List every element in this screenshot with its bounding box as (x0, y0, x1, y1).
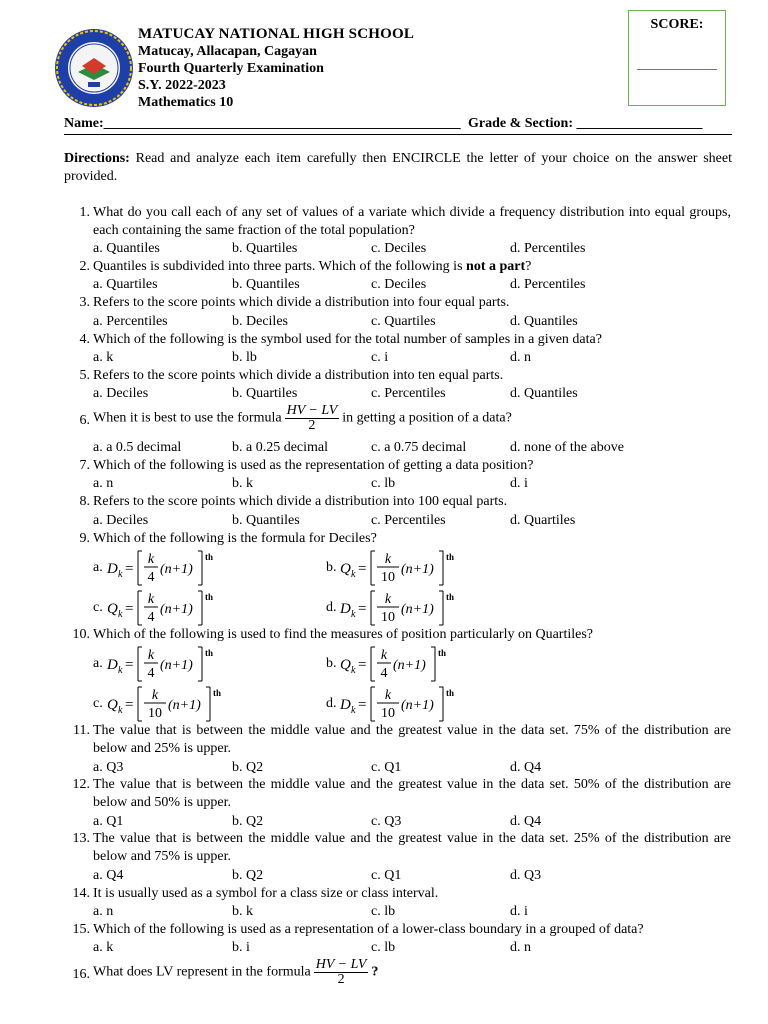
formula-fraction (314, 958, 369, 987)
choice-a[interactable]: a. Q1 (93, 814, 124, 829)
question-number: 15. (72, 922, 90, 937)
question-text-part: in getting a position of a data? (342, 410, 512, 426)
choices-8 (93, 512, 733, 530)
formula-paren: (n+1) (401, 602, 434, 617)
choice-d[interactable]: d. n (510, 350, 531, 365)
formula-paren: (n+1) (160, 658, 193, 673)
question-number: 6. (79, 413, 90, 428)
option-label: c. (93, 600, 103, 615)
formula-expression (105, 684, 235, 724)
question-number: 16. (72, 967, 90, 982)
question-text-part: Quantiles is subdivided into three parts. Which of the following is (93, 259, 467, 274)
choice-d[interactable]: d. Quartiles (510, 513, 576, 528)
question-number: 9. (79, 531, 90, 546)
fraction-denominator: 4 (147, 570, 155, 585)
question-16 (64, 958, 732, 994)
formula-subscript: k (118, 705, 123, 716)
choice-b[interactable]: b. Q2 (232, 814, 264, 829)
fraction-denominator: 10 (381, 610, 395, 625)
question-number: 14. (72, 886, 90, 901)
question-text: Which of the following is used as the representation of getting a data position? (93, 458, 534, 473)
choice-d[interactable]: d. Quantiles (510, 314, 578, 329)
question-text: The value that is between the middle value and the greatest value in the data set. 25% of the distribution are below and 75% is upper. (93, 831, 731, 864)
question-text (93, 958, 731, 987)
fraction-numerator: k (147, 552, 155, 567)
question-number: 3. (79, 295, 90, 310)
score-label: SCORE: (650, 17, 704, 32)
question-text-part: What does LV represent in the formula (93, 964, 311, 980)
choice-a[interactable]: a. Q4 (93, 868, 124, 883)
question-text (93, 404, 731, 433)
formula-subscript: k (118, 569, 123, 580)
choices-15 (93, 939, 733, 957)
question-number: 4. (79, 332, 90, 347)
question-text: Which of the following is used as a representation of a lower-class boundary in a grouped of data? (93, 922, 644, 937)
option-label: b. (326, 656, 337, 671)
question-text: Which of the following is the formula for Deciles? (93, 531, 377, 546)
question-text-bold: not a part (466, 259, 526, 274)
exam-header (52, 10, 732, 118)
choice-c[interactable]: c. Deciles (371, 241, 427, 256)
formula-subscript: k (351, 705, 356, 716)
question-2 (64, 258, 732, 276)
fraction-denominator: 10 (381, 706, 395, 721)
fraction-denominator: 10 (381, 570, 395, 585)
choice-c[interactable]: c. Q1 (371, 760, 402, 775)
name-field[interactable]: Name:___________________________________________________ (64, 116, 461, 131)
choice-b[interactable]: b. k (232, 904, 253, 919)
question-14 (64, 885, 732, 903)
formula-equals: = (358, 561, 367, 577)
formula-paren: (n+1) (168, 698, 201, 713)
formula-paren: (n+1) (160, 562, 193, 577)
question-number: 10. (72, 627, 90, 642)
choice-b[interactable]: b. Quantiles (232, 513, 300, 528)
formula-superscript: th (446, 688, 455, 698)
choice-a[interactable]: a. Quantiles (93, 241, 160, 256)
question-text: Refers to the score points which divide a distribution into 100 equal parts. (93, 494, 508, 509)
choice-d[interactable]: d. i (510, 904, 528, 919)
option-label: d. (326, 696, 337, 711)
formula-paren: (n+1) (401, 562, 434, 577)
formula-equals: = (125, 657, 134, 673)
fraction-numerator: k (384, 592, 392, 607)
directions-text: Read and analyze each item carefully then ENCIRCLE the letter of your choice on the answer sheet provided. (64, 151, 732, 184)
directions-label: Directions: (64, 151, 130, 166)
question-5 (64, 367, 732, 385)
choice-c[interactable]: c. Q3 (371, 814, 402, 829)
choice-c[interactable]: c. Percentiles (371, 386, 446, 401)
formula-equals: = (358, 697, 367, 713)
choice-d[interactable]: d. Quantiles (510, 386, 578, 401)
choice-b[interactable]: b. Quartiles (232, 241, 298, 256)
choice-d[interactable]: d. Percentiles (510, 277, 586, 292)
school-name: MATUCAY NATIONAL HIGH SCHOOL (138, 26, 415, 42)
choice-c[interactable]: c. lb (371, 904, 396, 919)
choice-a[interactable]: a. a 0.5 decimal (93, 440, 182, 455)
formula-superscript: th (205, 552, 214, 562)
choice-a[interactable]: a. n (93, 904, 114, 919)
formula-symbol: D (107, 657, 118, 673)
fraction-numerator: k (380, 648, 388, 663)
question-number: 13. (72, 831, 90, 846)
option-label: b. (326, 560, 337, 575)
fraction-denominator: 4 (380, 666, 388, 681)
formula-equals: = (125, 561, 134, 577)
formula-equals: = (125, 697, 134, 713)
question-text: The value that is between the middle value and the greatest value in the data set. 50% of the distribution are below and 50% is upper. (93, 777, 731, 810)
choices-5 (93, 385, 733, 403)
fraction-denominator: 4 (147, 666, 155, 681)
question-text: Which of the following is used to find the measures of position particularly on Quartiles? (93, 627, 593, 642)
formula-expression (105, 548, 229, 588)
question-text: Which of the following is the symbol used for the total number of samples in a given data? (93, 332, 602, 347)
question-11 (64, 722, 732, 758)
choices-6 (93, 439, 733, 457)
formula-equals: = (358, 601, 367, 617)
fraction-numerator: k (147, 648, 155, 663)
question-7 (64, 457, 732, 475)
choices-12 (93, 813, 733, 831)
formula-paren: (n+1) (393, 658, 426, 673)
choice-c[interactable]: c. Percentiles (371, 513, 446, 528)
question-9 (64, 530, 732, 548)
question-4 (64, 331, 732, 349)
question-number: 11. (73, 723, 90, 738)
option-label: c. (93, 696, 103, 711)
formula-expression (105, 644, 229, 684)
question-text: It is usually used as a symbol for a class size or class interval. (93, 886, 439, 901)
formula-symbol: Q (340, 657, 351, 673)
choice-b[interactable]: b. i (232, 940, 250, 955)
directions (64, 150, 732, 186)
question-text-part: When it is best to use the formula (93, 410, 282, 426)
header-divider (64, 134, 732, 135)
question-text: Refers to the score points which divide a distribution into ten equal parts. (93, 368, 504, 383)
fraction-denominator: 4 (147, 610, 155, 625)
formula-subscript: k (351, 609, 356, 620)
exam-title: Fourth Quarterly Examination (138, 61, 324, 76)
question-number: 1. (79, 205, 90, 220)
choice-d[interactable]: d. Percentiles (510, 241, 586, 256)
choice-c[interactable]: c. Deciles (371, 277, 427, 292)
formula-symbol: D (340, 697, 351, 713)
choice-b[interactable]: b. Q2 (232, 760, 264, 775)
choices-1 (93, 240, 733, 258)
choice-b[interactable]: b. Quartiles (232, 386, 298, 401)
question-number: 12. (72, 777, 90, 792)
formula-subscript: k (118, 665, 123, 676)
formula-fraction (285, 404, 340, 433)
question-15 (64, 921, 732, 939)
choice-a[interactable]: a. k (93, 940, 114, 955)
choice-a[interactable]: a. Q3 (93, 760, 124, 775)
formula-symbol: D (340, 601, 351, 617)
question-text-part: ? (525, 259, 532, 274)
option-label: a. (93, 560, 103, 575)
choice-c[interactable]: c. a 0.75 decimal (371, 440, 467, 455)
fraction-numerator: k (151, 688, 159, 703)
choice-a[interactable]: a. Percentiles (93, 314, 168, 329)
choices-14 (93, 903, 733, 921)
choices-2 (93, 276, 733, 294)
question-text-part: ? (371, 964, 379, 980)
choice-c[interactable]: c. lb (371, 476, 396, 491)
choices-4 (93, 349, 733, 367)
choices-3 (93, 313, 733, 331)
formula-subscript: k (351, 569, 356, 580)
question-text: The value that is between the middle value and the greatest value in the data set. 75% of the distribution are below and 25% is upper. (93, 723, 731, 756)
fraction-numerator: HV − LV (286, 403, 338, 418)
choice-c[interactable]: c. i (371, 350, 389, 365)
option-label: d. (326, 600, 337, 615)
school-year: S.Y. 2022-2023 (138, 78, 226, 93)
choice-a[interactable]: a. Deciles (93, 386, 149, 401)
choice-d[interactable]: d. n (510, 940, 531, 955)
choice-c[interactable]: c. lb (371, 940, 396, 955)
formula-superscript: th (205, 592, 214, 602)
option-label: a. (93, 656, 103, 671)
choice-b[interactable]: b. k (232, 476, 253, 491)
choice-c[interactable]: c. Quartiles (371, 314, 436, 329)
formula-superscript: th (205, 648, 214, 658)
formula-paren: (n+1) (401, 698, 434, 713)
choice-b[interactable]: b. a 0.25 decimal (232, 440, 329, 455)
formula-expression (105, 588, 229, 628)
question-13 (64, 830, 732, 866)
choice-a[interactable]: a. Quartiles (93, 277, 158, 292)
formula-symbol: Q (107, 601, 118, 617)
formula-expression (338, 548, 468, 588)
question-text (93, 258, 731, 276)
fraction-numerator: k (147, 592, 155, 607)
question-text: Refers to the score points which divide a distribution into four equal parts. (93, 295, 510, 310)
question-1 (64, 204, 732, 240)
choices-13 (93, 867, 733, 885)
formula-equals: = (125, 601, 134, 617)
fraction-numerator: HV − LV (315, 957, 367, 972)
question-number: 7. (79, 458, 90, 473)
question-number: 2. (79, 259, 90, 274)
choice-b[interactable]: b. lb (232, 350, 257, 365)
formula-superscript: th (446, 552, 455, 562)
formula-equals: = (358, 657, 367, 673)
subject: Mathematics 10 (138, 95, 234, 110)
school-address: Matucay, Allacapan, Cagayan (138, 44, 317, 59)
choice-d[interactable]: d. none of the above (510, 440, 624, 455)
choice-a[interactable]: a. Deciles (93, 513, 149, 528)
question-8 (64, 493, 732, 511)
fraction-numerator: k (384, 552, 392, 567)
choice-a[interactable]: a. k (93, 350, 114, 365)
question-number: 8. (79, 494, 90, 509)
question-number: 5. (79, 368, 90, 383)
score-box[interactable] (628, 10, 726, 106)
choice-b[interactable]: b. Quantiles (232, 277, 300, 292)
question-12 (64, 776, 732, 812)
fraction-denominator: 10 (148, 706, 162, 721)
choice-b[interactable]: b. Deciles (232, 314, 288, 329)
formula-subscript: k (351, 665, 356, 676)
question-3 (64, 294, 732, 312)
choice-d[interactable]: d. Q4 (510, 814, 542, 829)
formula-symbol: Q (340, 561, 351, 577)
formula-expression (338, 644, 462, 684)
choice-c[interactable]: c. Q1 (371, 868, 402, 883)
fraction-numerator: k (384, 688, 392, 703)
name-row (64, 116, 732, 132)
formula-paren: (n+1) (160, 602, 193, 617)
choice-d[interactable]: d. Q4 (510, 760, 542, 775)
score-line (637, 69, 717, 70)
fraction-denominator: 2 (308, 418, 316, 433)
question-6 (64, 404, 732, 438)
grade-section-field[interactable]: Grade & Section: __________________ (468, 116, 703, 131)
choice-b[interactable]: b. Q2 (232, 868, 264, 883)
choice-a[interactable]: a. n (93, 476, 114, 491)
choices-7 (93, 475, 733, 493)
question-10 (64, 626, 732, 644)
formula-superscript: th (213, 688, 222, 698)
formula-superscript: th (438, 648, 447, 658)
formula-expression (338, 588, 468, 628)
formula-subscript: k (118, 609, 123, 620)
formula-symbol: D (107, 561, 118, 577)
choice-d[interactable]: d. i (510, 476, 528, 491)
formula-symbol: Q (107, 697, 118, 713)
school-seal-icon (54, 28, 134, 108)
formula-superscript: th (446, 592, 455, 602)
question-text: What do you call each of any set of values of a variate which divide a frequency distribution into equal groups, each containing the same fraction of the total population? (93, 205, 731, 238)
choices-11 (93, 759, 733, 777)
formula-expression (338, 684, 468, 724)
fraction-denominator: 2 (337, 972, 345, 987)
choice-d[interactable]: d. Q3 (510, 868, 542, 883)
